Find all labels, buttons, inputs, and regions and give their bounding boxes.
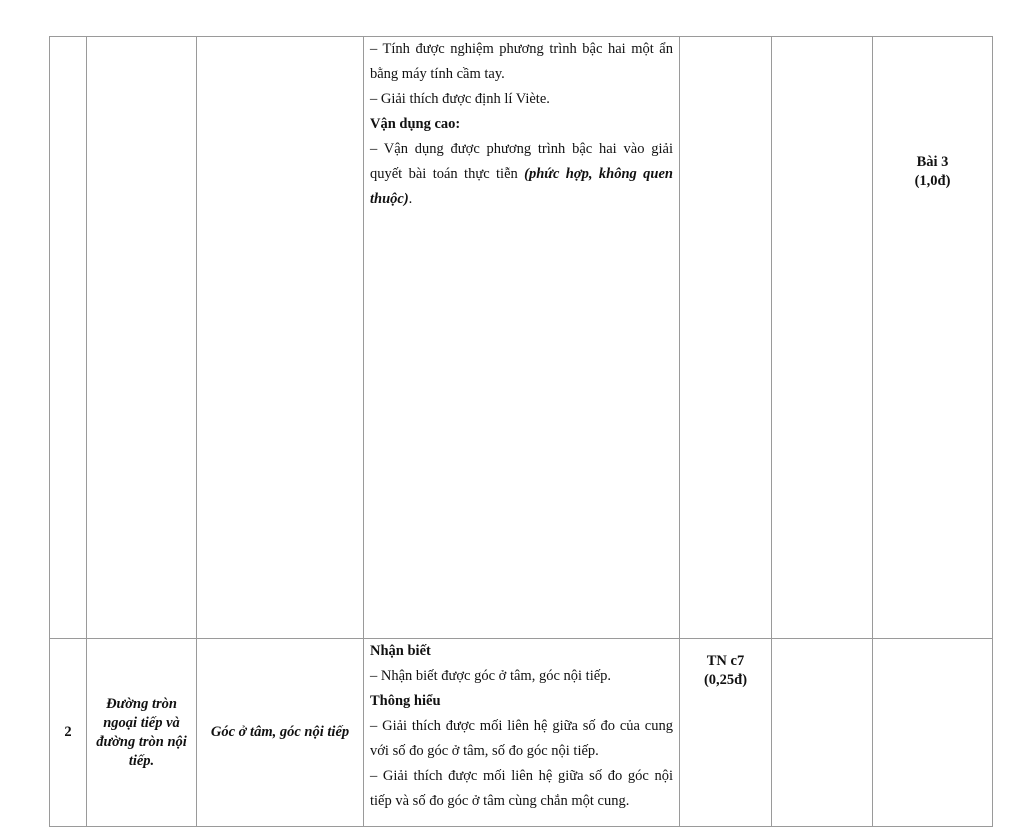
content-line: – Tính được nghiệm phương trình bậc hai một ẩn bằng máy tính cầm tay. bbox=[370, 41, 673, 82]
score-cell-col7 bbox=[873, 37, 993, 639]
content-cell bbox=[364, 639, 680, 827]
score-label: Bài 3 bbox=[916, 154, 949, 170]
score-points: (1,0đ) bbox=[914, 173, 951, 189]
unit-cell: Góc ở tâm, góc nội tiếp bbox=[197, 639, 364, 827]
unit-cell bbox=[197, 37, 364, 639]
matrix-table bbox=[49, 36, 993, 827]
score-points: (0,25đ) bbox=[703, 672, 748, 688]
score-cell-col6 bbox=[772, 37, 873, 639]
table-row bbox=[50, 37, 993, 639]
content-line: – Nhận biết được góc ở tâm, góc nội tiếp. bbox=[370, 668, 612, 684]
stt-cell bbox=[50, 37, 87, 639]
score-cell-col7 bbox=[873, 639, 993, 827]
content-cell bbox=[364, 37, 680, 639]
content-text: – Vận dụng được phương trình bậc hai vào giải quyết bài toán thực tiễn bbox=[370, 141, 673, 182]
content-line bbox=[370, 137, 673, 212]
content-heading bbox=[370, 639, 673, 664]
content-end: . bbox=[408, 191, 413, 207]
score-cell-col5 bbox=[680, 639, 772, 827]
content-heading bbox=[370, 689, 673, 714]
content-emphasis: (phức hợp, không quen thuộc) bbox=[370, 166, 673, 207]
content-heading bbox=[370, 112, 673, 137]
content-line: – Giải thích được mối liên hệ giữa số đo góc nội tiếp và số đo góc ở tâm cùng chắn một cung. bbox=[370, 768, 673, 809]
content-line: – Giải thích được định lí Viète. bbox=[370, 91, 550, 107]
heading-van-dung-cao: Vận dụng cao: bbox=[370, 116, 461, 132]
content-line: – Giải thích được mối liên hệ giữa số đo của cung với số đo góc ở tâm, số đo góc nội tiếp. bbox=[370, 718, 673, 759]
chapter-cell: Đường tròn ngoại tiếp và đường tròn nội tiếp. bbox=[87, 639, 197, 827]
heading-thong-hieu: Thông hiểu bbox=[370, 693, 441, 709]
stt-cell: 2 bbox=[50, 639, 87, 827]
heading-nhan-biet: Nhận biết bbox=[370, 643, 431, 659]
score-label: TN c7 bbox=[706, 653, 745, 669]
score-cell-col5 bbox=[680, 37, 772, 639]
chapter-cell bbox=[87, 37, 197, 639]
score-cell-col6 bbox=[772, 639, 873, 827]
table-row bbox=[50, 639, 993, 827]
